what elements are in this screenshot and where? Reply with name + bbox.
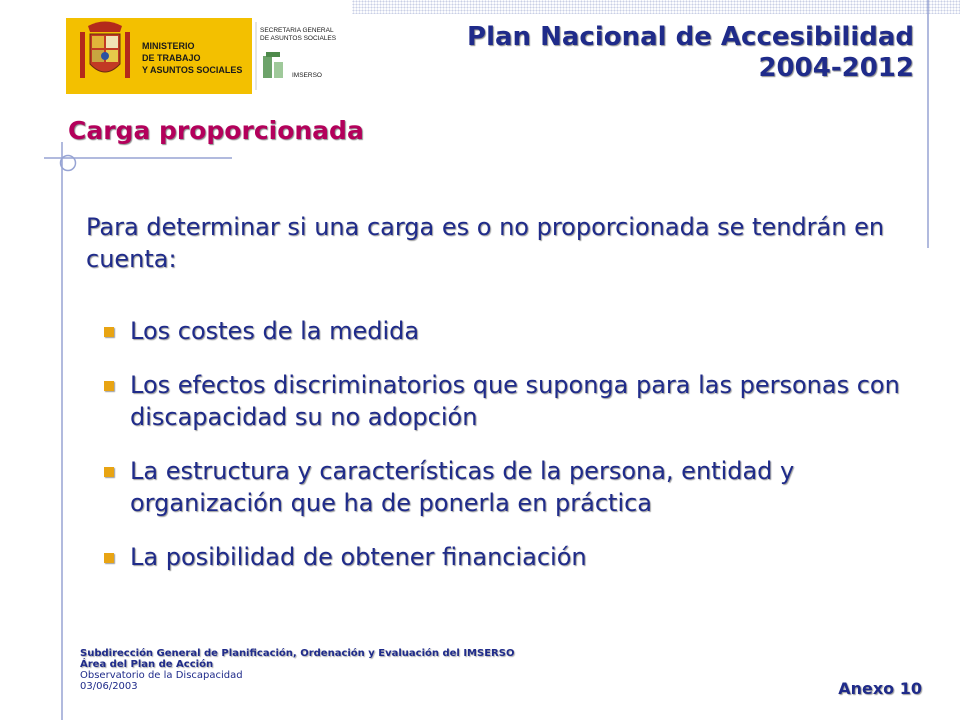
criteria-list — [102, 315, 922, 595]
square-bullet-icon — [104, 381, 114, 391]
intro-paragraph: Para determinar si una carga es o no proporcionada se tendrán en cuenta: — [86, 213, 885, 273]
annex-label: Anexo 10 — [838, 679, 922, 698]
list-item — [102, 369, 922, 433]
svg-text:MINISTERIO: MINISTERIO — [142, 41, 195, 51]
svg-text:DE TRABAJO: DE TRABAJO — [142, 53, 201, 63]
list-item-text: La estructura y características de la persona, entidad y organización que ha de ponerla en práctica — [130, 457, 795, 517]
list-item-text: Los costes de la medida — [130, 317, 420, 345]
svg-text:Y ASUNTOS SOCIALES: Y ASUNTOS SOCIALES — [142, 65, 243, 75]
svg-text:DE ASUNTOS SOCIALES: DE ASUNTOS SOCIALES — [260, 35, 337, 42]
square-bullet-icon — [104, 327, 114, 337]
square-bullet-icon — [104, 553, 114, 563]
list-item — [102, 315, 922, 347]
list-item-text: La posibilidad de obtener financiación — [130, 543, 587, 571]
footer-area: Área del Plan de Acción — [80, 659, 214, 670]
svg-text:IMSERSO: IMSERSO — [292, 72, 322, 79]
slide-footer — [80, 648, 600, 692]
title-line-1: Plan Nacional de Accesibilidad — [467, 22, 914, 52]
list-item — [102, 455, 922, 519]
footer-observatorio: Observatorio de la Discapacidad — [80, 670, 243, 681]
title-line-2: 2004-2012 — [758, 53, 914, 83]
footer-subdireccion: Subdirección General de Planificación, Ordenación y Evaluación del IMSERSO — [80, 648, 515, 659]
list-item — [102, 541, 922, 573]
list-item-text: Los efectos discriminatorios que suponga para las personas con discapacidad su no adopción — [130, 371, 900, 431]
svg-text:SECRETARIA GENERAL: SECRETARIA GENERAL — [260, 27, 334, 34]
footer-date: 03/06/2003 — [80, 681, 138, 692]
square-bullet-icon — [104, 467, 114, 477]
section-title: Carga proporcionada — [68, 116, 364, 145]
